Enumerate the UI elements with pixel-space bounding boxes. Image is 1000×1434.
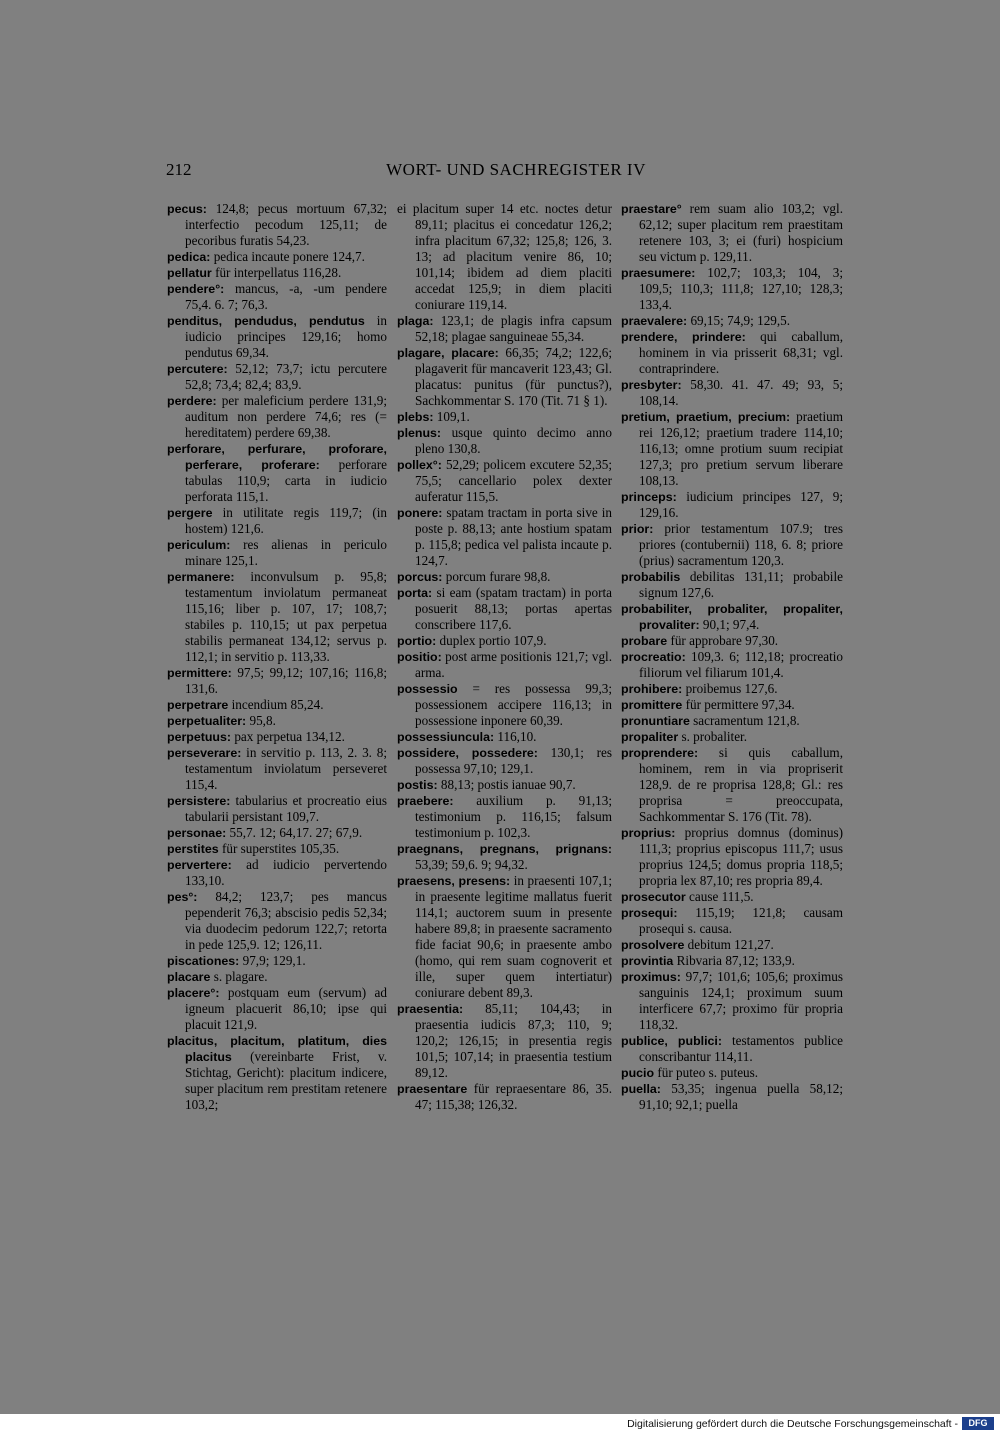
entry-text: 52,29; policem excutere 52,35; 75,5; cancellario polex dexter auferatur 115,5. xyxy=(415,457,612,504)
running-title: WORT- UND SACHREGISTER IV xyxy=(386,160,646,179)
index-entry xyxy=(621,729,843,745)
index-entry xyxy=(397,201,612,313)
entry-text: praetium rei 126,12; praetium tradere 114,10; 116,13; omne protium suum recipiat 127,3; pro pretium servum liberare 108,13. xyxy=(639,409,843,488)
index-entry xyxy=(397,313,612,345)
index-entry xyxy=(167,249,387,265)
entry-text: 53,39; 59,6. 9; 94,32. xyxy=(415,857,528,872)
entry-text: 116,10. xyxy=(494,729,537,744)
entry-headword: procreatio: xyxy=(621,650,686,664)
index-entry xyxy=(621,969,843,1033)
entry-headword: praevalere: xyxy=(621,314,688,328)
entry-headword: puella: xyxy=(621,1082,661,1096)
entry-headword: possidere, possedere: xyxy=(397,746,538,760)
entry-headword: praesentare xyxy=(397,1082,468,1096)
index-entry xyxy=(397,777,612,793)
entry-text: 52,12; 73,7; ictu percutere 52,8; 73,4; 82,4; 83,9. xyxy=(185,361,387,392)
entry-headword: plebs: xyxy=(397,410,434,424)
entry-headword: possessiuncula: xyxy=(397,730,495,744)
entry-text: 97,7; 101,6; 105,6; proximus sanguinis 124,1; proximum suum interficere 67,7; proximo für propria 118,32. xyxy=(639,969,843,1032)
index-entry xyxy=(167,505,387,537)
entry-headword: personae: xyxy=(167,826,227,840)
entry-text: 130,1; res possessa 97,10; 129,1. xyxy=(415,745,612,776)
dfg-logo: DFG xyxy=(962,1417,994,1430)
entry-headword: prosecutor xyxy=(621,890,686,904)
entry-headword: placitus, placitum, platitum, dies placitus xyxy=(167,1034,387,1064)
entry-headword: permanere: xyxy=(167,570,235,584)
entry-text: debitum 121,27. xyxy=(684,937,774,952)
index-entry xyxy=(621,569,843,601)
entry-text: 53,35; ingenua puella 58,12; 91,10; 92,1; puella xyxy=(639,1081,843,1112)
entry-text: ad iudicio pervertendo 133,10. xyxy=(185,857,387,888)
entry-text: in utilitate regis 119,7; (in hostem) 121,6. xyxy=(185,505,387,536)
entry-text: debilitas 131,11; probabile signum 127,6. xyxy=(639,569,843,600)
entry-headword: prosolvere xyxy=(621,938,685,952)
index-entry xyxy=(621,905,843,937)
page-header xyxy=(166,160,828,182)
entry-text: auxilium p. 91,13; testimonium p. 116,15; falsum testimonium p. 102,3. xyxy=(415,793,612,840)
entry-headword: praebere: xyxy=(397,794,454,808)
entry-text: si eam (spatam tractam) in porta posuerit 88,13; portas apertas conscribere 117,6. xyxy=(415,585,612,632)
index-entry xyxy=(167,201,387,249)
entry-headword: permittere: xyxy=(167,666,232,680)
entry-text: duplex portio 107,9. xyxy=(436,633,547,648)
index-entry xyxy=(621,1081,843,1113)
entry-headword: provintia xyxy=(621,954,674,968)
entry-text: 88,13; postis ianuae 90,7. xyxy=(437,777,576,792)
entry-text: 109,3. 6; 112,18; procreatio filiorum vel filiarum 101,4. xyxy=(639,649,843,680)
entry-headword: ponere: xyxy=(397,506,443,520)
index-entry xyxy=(621,377,843,409)
entry-headword: placare xyxy=(167,970,211,984)
entry-text: s. probaliter. xyxy=(678,729,748,744)
entry-headword: prior: xyxy=(621,522,654,536)
index-entry xyxy=(621,681,843,697)
index-entry xyxy=(397,345,612,409)
entry-text: pedica incaute ponere 124,7. xyxy=(210,249,365,264)
index-entry xyxy=(167,841,387,857)
index-entry xyxy=(397,409,612,425)
index-entry xyxy=(397,793,612,841)
index-entry xyxy=(167,793,387,825)
entry-headword: perseverare: xyxy=(167,746,242,760)
entry-headword: praestare° xyxy=(621,202,682,216)
index-entry xyxy=(621,649,843,681)
index-entry xyxy=(621,937,843,953)
entry-text: 85,11; 104,43; in praesentia iudicis 87,3; 110, 9; 120,2; 126,15; in presentia regis 101,5; 107,14; in praesentia testium 89,12. xyxy=(415,1001,612,1080)
index-entry xyxy=(167,697,387,713)
entry-headword: proprius: xyxy=(621,826,676,840)
index-entry xyxy=(397,681,612,729)
entry-text: 123,1; de plagis infra capsum 52,18; plagae sanguineae 55,34. xyxy=(415,313,612,344)
entry-text: pax perpetua 134,12. xyxy=(231,729,345,744)
entry-text: (vereinbarte Frist, v. Stichtag, Gericht): placitum indicere, super placitum rem prestitam retenere 103,2; xyxy=(185,1049,387,1112)
entry-text: testamentos publice conscribantur 114,11. xyxy=(639,1033,843,1064)
index-entry xyxy=(621,889,843,905)
entry-text: 90,1; 97,4. xyxy=(699,617,760,632)
index-column-left xyxy=(167,201,387,1113)
index-entry xyxy=(167,281,387,313)
index-entry xyxy=(167,441,387,505)
page-number: 212 xyxy=(166,160,192,179)
entry-headword: pronuntiare xyxy=(621,714,690,728)
entry-headword: porcus: xyxy=(397,570,443,584)
entry-headword: pes°: xyxy=(167,890,198,904)
entry-text: inconvulsum p. 95,8; testamentum inviolatum permaneat 115,16; liber p. 107, 17; 108,7; stabiles p. 110,15; ut pax perpetua stabilis permaneat 134,12; servus p. 112,1; in servitio p. 113,33. xyxy=(185,569,387,664)
entry-text: in servitio p. 113, 2. 3. 8; testamentum inviolatum perseveret 115,4. xyxy=(185,745,387,792)
entry-text: 109,1. xyxy=(433,409,470,424)
entry-headword: portio: xyxy=(397,634,437,648)
entry-headword: percutere: xyxy=(167,362,228,376)
entry-headword: presbyter: xyxy=(621,378,682,392)
entry-headword: possessio xyxy=(397,682,458,696)
entry-text: porcum furare 98,8. xyxy=(442,569,551,584)
index-entry xyxy=(167,393,387,441)
index-entry xyxy=(167,537,387,569)
entry-headword: proximus: xyxy=(621,970,681,984)
entry-text: tabularius et procreatio eius tabularii persistant 109,7. xyxy=(185,793,387,824)
entry-text: s. plagare. xyxy=(210,969,268,984)
entry-text: = res possessa 99,3; possessionem accipere 116,13; in possessione inponere 60,39. xyxy=(415,681,612,728)
entry-text: 84,2; 123,7; pes mancus pependerit 76,3; abscisio pedis 52,34; via duodecim pedorum 122,7; retorta in pede 125,9. 12; 126,11. xyxy=(185,889,387,952)
entry-headword: pucio xyxy=(621,1066,655,1080)
entry-headword: plenus: xyxy=(397,426,442,440)
index-entry xyxy=(167,889,387,953)
entry-headword: promittere xyxy=(621,698,683,712)
index-entry xyxy=(621,1065,843,1081)
index-entry xyxy=(167,713,387,729)
entry-text: für permittere 97,34. xyxy=(682,697,795,712)
entry-headword: persistere: xyxy=(167,794,231,808)
index-entry xyxy=(621,313,843,329)
entry-text: Ribvaria 87,12; 133,9. xyxy=(673,953,795,968)
entry-text: 124,8; pecus mortuum 67,32; interfectio pecodum 125,11; de pecoribus furatis 54,23. xyxy=(185,201,387,248)
entry-text: iudicium principes 127, 9; 129,16. xyxy=(639,489,843,520)
index-entry xyxy=(621,521,843,569)
entry-text: 58,30. 41. 47. 49; 93, 5; 108,14. xyxy=(639,377,843,408)
entry-headword: plagare, placare: xyxy=(397,346,499,360)
index-entry xyxy=(621,633,843,649)
index-entry xyxy=(397,585,612,633)
index-entry xyxy=(397,649,612,681)
entry-headword: pervertere: xyxy=(167,858,232,872)
entry-text: perforare tabulas 110,9; carta in iudicio perforata 115,1. xyxy=(185,457,387,504)
entry-text: proibemus 127,6. xyxy=(682,681,778,696)
entry-text: 102,7; 103,3; 104, 3; 109,5; 110,3; 111,8; 127,10; 128,3; 133,4. xyxy=(639,265,843,312)
index-entry xyxy=(167,361,387,393)
entry-text: sacramentum 121,8. xyxy=(689,713,800,728)
entry-headword: praesentia: xyxy=(397,1002,464,1016)
index-entry xyxy=(621,745,843,825)
entry-headword: prosequi: xyxy=(621,906,678,920)
entry-text: 97,9; 129,1. xyxy=(239,953,306,968)
entry-headword: publice, publici: xyxy=(621,1034,722,1048)
entry-headword: perforare, perfurare, proforare, perferare, proferare: xyxy=(167,442,387,472)
index-entry xyxy=(167,953,387,969)
index-entry xyxy=(397,457,612,505)
entry-text: si quis caballum, hominem, rem in via propriserit 128,9. de re proprisa 128,8; Gl.: res proprisa = preoccupata, Sachkommentar S. 176 (Tit. 78). xyxy=(639,745,843,824)
entry-headword: propaliter xyxy=(621,730,679,744)
entry-headword: penditus, pendudus, pendutus xyxy=(167,314,365,328)
index-entry xyxy=(621,601,843,633)
entry-headword: praegnans, pregnans, prignans: xyxy=(397,842,612,856)
entry-headword: pollex°: xyxy=(397,458,442,472)
entry-text: für repraesentare 86, 35. 47; 115,38; 126,32. xyxy=(415,1081,612,1112)
entry-headword: princeps: xyxy=(621,490,677,504)
index-entry xyxy=(167,569,387,665)
index-entry xyxy=(167,745,387,793)
entry-headword: pellatur xyxy=(167,266,212,280)
index-entry xyxy=(397,1001,612,1081)
entry-headword: perpetualiter: xyxy=(167,714,247,728)
index-entry xyxy=(397,873,612,1001)
index-entry xyxy=(621,489,843,521)
entry-headword: positio: xyxy=(397,650,442,664)
entry-text: qui caballum, hominem in via prisserit 68,31; vgl. contraprindere. xyxy=(639,329,844,376)
index-entry xyxy=(621,825,843,889)
entry-text: incendium 85,24. xyxy=(228,697,324,712)
entry-headword: prendere, prindere: xyxy=(621,330,746,344)
index-entry xyxy=(167,985,387,1033)
entry-headword: pendere°: xyxy=(167,282,225,296)
entry-text: res alienas in periculo minare 125,1. xyxy=(185,537,387,568)
index-entry xyxy=(397,505,612,569)
entry-text: in iudicio principes 129,16; homo pendutus 69,34. xyxy=(185,313,388,360)
entry-text: 95,8. xyxy=(246,713,276,728)
entry-text: 66,35; 74,2; 122,6; plagaverit für mancaverit 123,43; Gl. placatus: punitus (für punctus?), Sachkommentar S. 170 (Tit. 71 § 1). xyxy=(415,345,613,408)
entry-text: 115,19; 121,8; causam prosequi s. causa. xyxy=(639,905,843,936)
index-entry xyxy=(621,409,843,489)
footer xyxy=(0,1414,1000,1434)
index-entry xyxy=(397,569,612,585)
entry-text: spatam tractam in porta sive in poste p. 88,13; ante hostium spatam p. 115,8; pedica vel palista incaute p. 124,7. xyxy=(415,505,612,568)
entry-text: ei placitum super 14 etc. noctes detur 89,11; placitus ei concedatur 126,2; infra placitum 67,32; 125,8; 126, 3. 13; ad placitum venire 86, 10; 101,14; ibidem ad diem placiti accedat 125,9; in diem placiti coniurare 119,14. xyxy=(397,201,612,312)
entry-headword: prohibere: xyxy=(621,682,683,696)
entry-text: für superstites 105,35. xyxy=(218,841,340,856)
index-entry xyxy=(167,265,387,281)
index-entry xyxy=(621,265,843,313)
entry-headword: perdere: xyxy=(167,394,217,408)
entry-headword: pecus: xyxy=(167,202,207,216)
entry-headword: perpetrare xyxy=(167,698,229,712)
entry-text: usque quinto decimo anno pleno 130,8. xyxy=(415,425,612,456)
entry-text: 69,15; 74,9; 129,5. xyxy=(687,313,791,328)
index-entry xyxy=(621,713,843,729)
entry-headword: pedica: xyxy=(167,250,211,264)
index-entry xyxy=(621,697,843,713)
index-entry xyxy=(167,313,387,361)
index-entry xyxy=(621,1033,843,1065)
index-entry xyxy=(397,1081,612,1113)
index-entry xyxy=(167,857,387,889)
index-entry xyxy=(397,633,612,649)
entry-headword: perpetuus: xyxy=(167,730,232,744)
entry-headword: plaga: xyxy=(397,314,434,328)
entry-text: für interpellatus 116,28. xyxy=(211,265,342,280)
footer-credit: Digitalisierung gefördert durch die Deutsche Forschungsgemeinschaft - xyxy=(627,1418,958,1430)
index-entry xyxy=(167,825,387,841)
index-entry xyxy=(167,969,387,985)
entry-headword: pergere xyxy=(167,506,213,520)
index-column-middle xyxy=(397,201,612,1113)
index-entry xyxy=(621,329,843,377)
entry-text: postquam eum (servum) ad igneum placuerit 86,10; ipse qui placuit 121,9. xyxy=(185,985,387,1032)
entry-text: rem suam alio 103,2; vgl. 62,12; super placitum rem praestitam retenere 103, 3; ei (furi) hospicium seu victum p. 129,11. xyxy=(639,201,843,264)
entry-text: mancus, -a, -um pendere 75,4. 6. 7; 76,3. xyxy=(185,281,387,312)
index-entry xyxy=(167,1033,387,1113)
entry-headword: probabiliter, probaliter, propaliter, provaliter: xyxy=(621,602,843,632)
entry-text: 55,7. 12; 64,17. 27; 67,9. xyxy=(226,825,363,840)
index-entry xyxy=(397,745,612,777)
entry-text: post arme positionis 121,7; vgl. arma. xyxy=(415,649,612,680)
entry-text: cause 111,5. xyxy=(685,889,754,904)
entry-headword: postis: xyxy=(397,778,438,792)
entry-headword: probabilis xyxy=(621,570,681,584)
entry-headword: praesumere: xyxy=(621,266,696,280)
index-entry xyxy=(397,425,612,457)
entry-headword: praesens, presens: xyxy=(397,874,511,888)
entry-headword: porta: xyxy=(397,586,433,600)
index-entry xyxy=(621,201,843,265)
index-entry xyxy=(397,841,612,873)
entry-text: in praesenti 107,1; in praesente legitime mallatus fuerit 114,1; auctorem suum in presente habere 89,8; in praesente sacramento fide faciat 90,6; in praesente ambo (homo, qui rem suam cognoverit et ille, super quem intertiatur) coniurare debent 89,3. xyxy=(415,873,613,1000)
entry-text: 97,5; 99,12; 107,16; 116,8; 131,6. xyxy=(185,665,387,696)
entry-headword: perstites xyxy=(167,842,219,856)
entry-headword: probare xyxy=(621,634,668,648)
index-entry xyxy=(167,729,387,745)
index-entry xyxy=(621,953,843,969)
entry-text: proprius domnus (dominus) 111,3; proprius episcopus 111,7; usus proprius 124,5; domus propria 118,5; propria lex 87,10; res propria 89,4. xyxy=(639,825,843,888)
index-entry xyxy=(397,729,612,745)
entry-headword: pretium, praetium, precium: xyxy=(621,410,791,424)
entry-text: per maleficium perdere 131,9; auditum non perdere 74,6; res (= hereditatem) perdere 69,38. xyxy=(185,393,387,440)
entry-headword: proprendere: xyxy=(621,746,699,760)
entry-headword: piscationes: xyxy=(167,954,240,968)
entry-headword: placere°: xyxy=(167,986,220,1000)
index-column-right xyxy=(621,201,843,1113)
entry-headword: periculum: xyxy=(167,538,231,552)
index-entry xyxy=(167,665,387,697)
entry-text: für approbare 97,30. xyxy=(667,633,779,648)
entry-text: für puteo s. puteus. xyxy=(654,1065,759,1080)
entry-text: prior testamentum 107.9; tres priores (contubernii) 118, 6. 8; priore (prius) sacramentum 120,3. xyxy=(639,521,843,568)
